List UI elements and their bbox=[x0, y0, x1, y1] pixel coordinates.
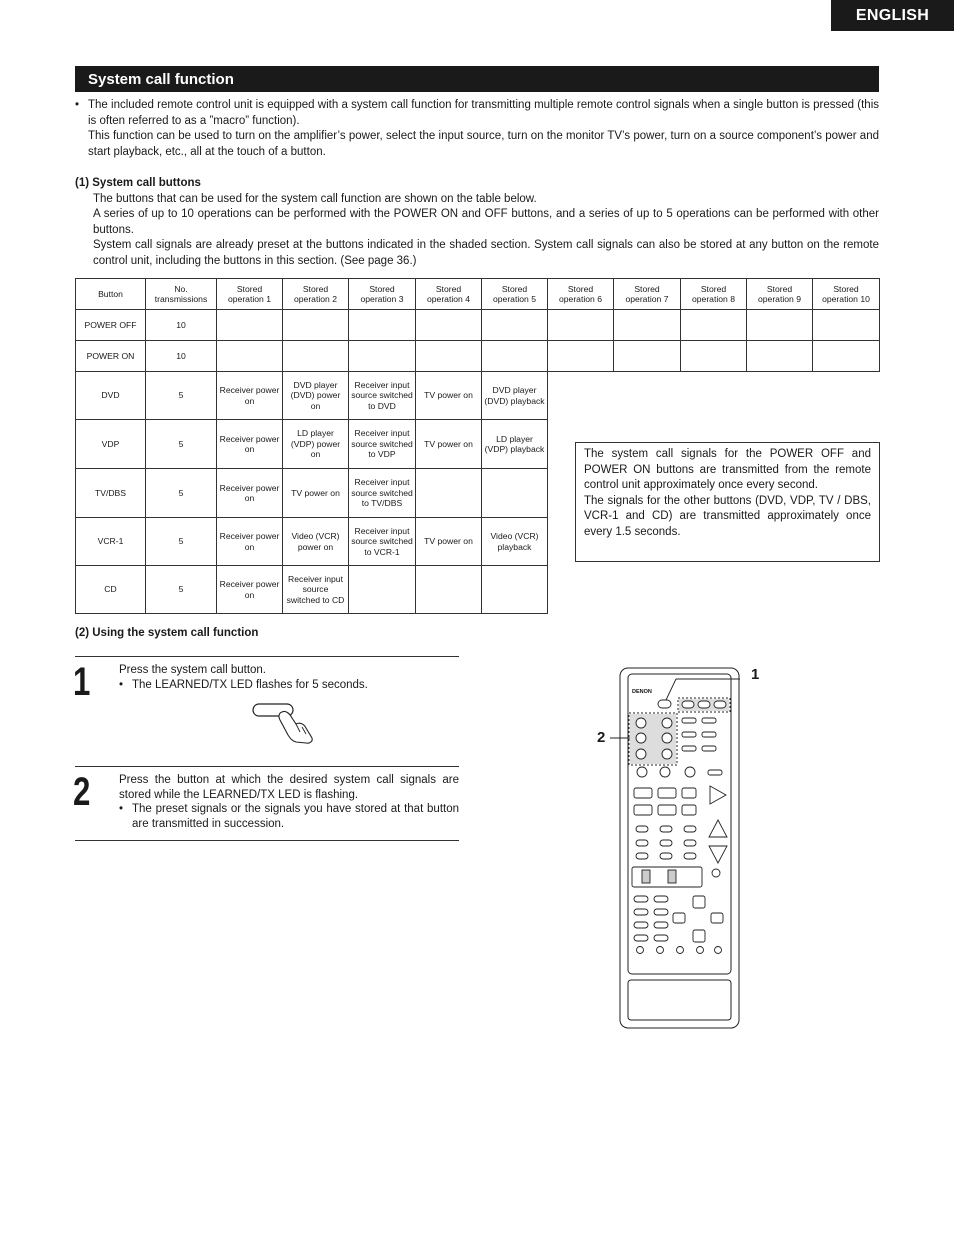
step-bullet: • The preset signals or the signals you have stored at that button are transmitted in succession. bbox=[119, 803, 459, 830]
table-cell: Receiver input source switched to CD bbox=[283, 566, 349, 614]
brand-logo: DENON bbox=[632, 689, 652, 695]
table-cell bbox=[747, 310, 813, 341]
table-cell bbox=[681, 310, 747, 341]
table-cell: Receiver power on bbox=[217, 518, 283, 566]
table-cell: DVD player (DVD) playback bbox=[482, 372, 548, 420]
intro-paragraph-2: This function can be used to turn on the amplifier’s power, select the input source, turn on the monitor TV’s power, turn on a source component’s power and start playback, etc., all at the touch of a button. bbox=[88, 130, 879, 158]
table-header-cell: Stored operation 7 bbox=[614, 279, 681, 310]
table-header-cell: Stored operation 2 bbox=[283, 279, 349, 310]
transmission-note bbox=[575, 442, 880, 562]
part1-paragraph-3: System call signals are already preset at the buttons indicated in the shaded section. System call signals can also be stored at any button on the remote control unit, including the buttons in this section. (See page 36.) bbox=[93, 239, 879, 267]
table-cell bbox=[349, 341, 416, 372]
table-cell: Receiver input source switched to DVD bbox=[349, 372, 416, 420]
table-cell bbox=[416, 469, 482, 518]
table-cell: TV power on bbox=[283, 469, 349, 518]
table-cell: CD bbox=[76, 566, 146, 614]
table-cell: Receiver power on bbox=[217, 372, 283, 420]
table-cell bbox=[681, 341, 747, 372]
step-2-instructions bbox=[119, 773, 459, 831]
table-cell: Receiver power on bbox=[217, 566, 283, 614]
table-cell: 5 bbox=[146, 566, 217, 614]
table-cell: VCR-1 bbox=[76, 518, 146, 566]
table-cell bbox=[813, 310, 880, 341]
table-cell: 5 bbox=[146, 469, 217, 518]
table-cell: 10 bbox=[146, 341, 217, 372]
step-number: 2 bbox=[73, 770, 91, 814]
table-cell: 5 bbox=[146, 518, 217, 566]
table-cell: Video (VCR) playback bbox=[482, 518, 548, 566]
table-cell bbox=[349, 566, 416, 614]
table-header-cell: Stored operation 9 bbox=[747, 279, 813, 310]
table-header-row bbox=[76, 279, 880, 310]
table-header-cell: Stored operation 1 bbox=[217, 279, 283, 310]
table-cell bbox=[217, 341, 283, 372]
table-cell bbox=[349, 310, 416, 341]
callout-1: 1 bbox=[751, 666, 760, 683]
table-header-cell: Stored operation 8 bbox=[681, 279, 747, 310]
table-header-cell: Stored operation 6 bbox=[548, 279, 614, 310]
step-text: Press the system call button. bbox=[119, 664, 267, 676]
language-tab: ENGLISH bbox=[831, 0, 954, 31]
note-paragraph-2: The signals for the other buttons (DVD, VDP, TV / DBS, VCR-1 and CD) are transmitted approximately once every 1.5 seconds. bbox=[584, 494, 871, 538]
table-cell bbox=[416, 566, 482, 614]
table-cell bbox=[482, 341, 548, 372]
table-row bbox=[76, 566, 880, 614]
table-cell: Receiver input source switched to VDP bbox=[349, 420, 416, 469]
step-number: 1 bbox=[73, 660, 91, 704]
part1-heading: (1) System call buttons bbox=[75, 177, 201, 189]
table-cell bbox=[482, 566, 548, 614]
table-cell: 5 bbox=[146, 420, 217, 469]
table-cell bbox=[813, 341, 880, 372]
part1-paragraph-1: The buttons that can be used for the system call function are shown on the table below. bbox=[93, 193, 537, 205]
table-cell: Video (VCR) power on bbox=[283, 518, 349, 566]
table-cell: LD player (VDP) playback bbox=[482, 420, 548, 469]
table-cell: LD player (VDP) power on bbox=[283, 420, 349, 469]
table-cell bbox=[614, 310, 681, 341]
table-cell bbox=[283, 310, 349, 341]
table-cell bbox=[747, 341, 813, 372]
table-header-cell: Stored operation 3 bbox=[349, 279, 416, 310]
table-cell: DVD player (DVD) power on bbox=[283, 372, 349, 420]
table-cell bbox=[416, 310, 482, 341]
table-cell: TV power on bbox=[416, 420, 482, 469]
table-cell: TV power on bbox=[416, 518, 482, 566]
table-cell bbox=[548, 341, 614, 372]
table-header-cell: Button bbox=[76, 279, 146, 310]
table-cell bbox=[614, 341, 681, 372]
part2-heading: (2) Using the system call function bbox=[75, 627, 259, 639]
table-header-cell: Stored operation 4 bbox=[416, 279, 482, 310]
step-divider bbox=[75, 656, 459, 657]
part1-paragraph-2: A series of up to 10 operations can be performed with the POWER ON and OFF buttons, and a series of up to 5 operations can be performed with other buttons. bbox=[93, 208, 879, 236]
intro-block bbox=[75, 98, 879, 160]
table-cell: Receiver power on bbox=[217, 420, 283, 469]
step-divider bbox=[75, 840, 459, 841]
bullet: • bbox=[75, 99, 80, 111]
table-cell: Receiver input source switched to VCR-1 bbox=[349, 518, 416, 566]
table-cell: TV power on bbox=[416, 372, 482, 420]
table-cell bbox=[283, 341, 349, 372]
table-row bbox=[76, 310, 880, 341]
step-text: Press the button at which the desired system call signals are stored while the LEARNED/TX LED is flashing. bbox=[119, 774, 459, 801]
table-cell bbox=[482, 469, 548, 518]
table-cell: TV/DBS bbox=[76, 469, 146, 518]
step-divider bbox=[75, 766, 459, 767]
table-cell: POWER OFF bbox=[76, 310, 146, 341]
table-cell: DVD bbox=[76, 372, 146, 420]
section-title: System call function bbox=[75, 66, 879, 92]
table-header-cell: Stored operation 10 bbox=[813, 279, 880, 310]
table-cell bbox=[416, 341, 482, 372]
note-paragraph-1: The system call signals for the POWER OFF and POWER ON buttons are transmitted from the remote control unit approximately once every second. bbox=[584, 448, 871, 492]
table-cell: 5 bbox=[146, 372, 217, 420]
table-cell bbox=[548, 310, 614, 341]
table-cell bbox=[217, 310, 283, 341]
table-cell: Receiver power on bbox=[217, 469, 283, 518]
remote-control-illustration bbox=[590, 660, 780, 1040]
table-cell: 10 bbox=[146, 310, 217, 341]
step-1-instructions bbox=[119, 663, 459, 692]
table-row bbox=[76, 372, 880, 420]
table-cell: POWER ON bbox=[76, 341, 146, 372]
table-header-cell: Stored operation 5 bbox=[482, 279, 548, 310]
table-header-cell: No. transmissions bbox=[146, 279, 217, 310]
finger-press-icon bbox=[250, 700, 320, 746]
intro-paragraph-1: The included remote control unit is equipped with a system call function for transmitting multiple remote control signals when a single button is pressed (this is often referred to as a ”macro” function). bbox=[88, 99, 879, 127]
callout-2: 2 bbox=[597, 729, 606, 746]
table-row bbox=[76, 341, 880, 372]
table-cell: VDP bbox=[76, 420, 146, 469]
table-cell: Receiver input source switched to TV/DBS bbox=[349, 469, 416, 518]
step-bullet: • The LEARNED/TX LED flashes for 5 seconds. bbox=[119, 678, 368, 691]
table-cell bbox=[482, 310, 548, 341]
